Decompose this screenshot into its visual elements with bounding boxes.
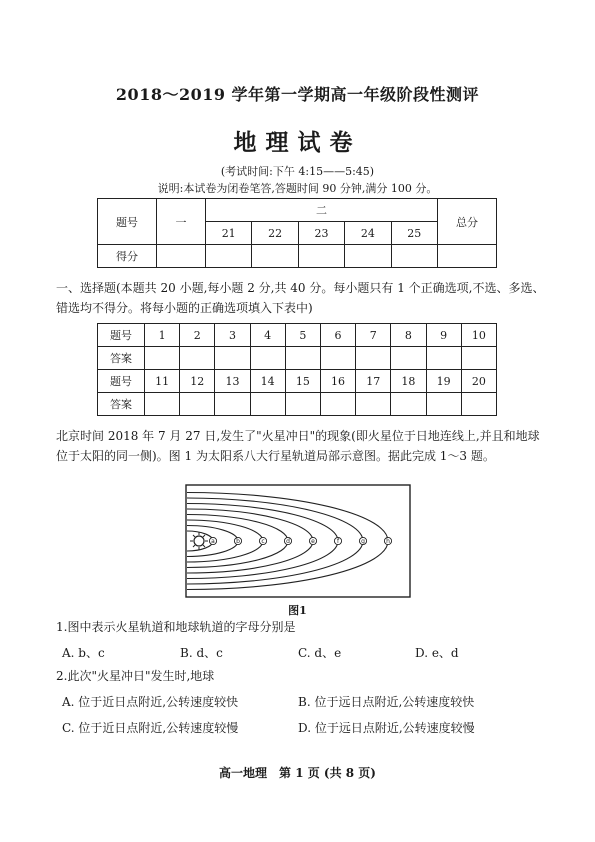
score-cell[interactable] <box>345 245 391 268</box>
answer-table-question-number: 16 <box>320 370 355 393</box>
question-2-stem: 2.此次"火星冲日"发生时,地球 <box>56 669 215 683</box>
sun-icon <box>190 532 208 550</box>
planet-label: c <box>261 538 265 546</box>
score-table-question-label: 题号 <box>98 199 157 245</box>
answer-table-question-number: 2 <box>180 324 215 347</box>
answer-cell[interactable] <box>145 393 180 416</box>
answer-table-question-number: 1 <box>145 324 180 347</box>
figure-caption: 图1 <box>288 604 307 617</box>
score-table-item: 22 <box>252 222 298 245</box>
answer-cell[interactable] <box>391 347 426 370</box>
answer-table-question-number: 3 <box>215 324 250 347</box>
answer-cell[interactable] <box>320 347 355 370</box>
planet-label: b <box>236 538 240 546</box>
exam-instructions: 说明:本试卷为闭卷笔答,答题时间 90 分钟,满分 100 分。 <box>157 182 438 195</box>
score-cell[interactable] <box>391 245 437 268</box>
exam-header-title: 2018～2019 学年第一学期高一年级阶段性测评 <box>115 85 480 104</box>
answer-cell[interactable] <box>285 347 320 370</box>
answer-cell[interactable] <box>356 393 391 416</box>
answer-table-question-number: 14 <box>250 370 285 393</box>
answer-table-question-number: 13 <box>215 370 250 393</box>
orbit-diagram <box>185 484 411 598</box>
score-table-item: 25 <box>391 222 437 245</box>
answer-table-question-label: 题号 <box>98 370 145 393</box>
score-cell[interactable] <box>252 245 298 268</box>
question-2-option-d[interactable]: D. 位于远日点附近,公转速度较慢 <box>298 721 475 735</box>
answer-table-question-label: 题号 <box>98 324 145 347</box>
score-cell[interactable] <box>438 245 497 268</box>
answer-cell[interactable] <box>145 347 180 370</box>
subject-title: 地理试卷 <box>233 129 362 156</box>
planet-label: h <box>386 538 390 546</box>
answer-table-question-number: 8 <box>391 324 426 347</box>
answer-table-question-number: 4 <box>250 324 285 347</box>
score-table-item: 24 <box>345 222 391 245</box>
answer-cell[interactable] <box>461 393 496 416</box>
answer-table-question-number: 6 <box>320 324 355 347</box>
planet-label: d <box>286 538 290 546</box>
score-cell[interactable] <box>298 245 344 268</box>
figure-frame <box>186 485 410 597</box>
answer-table-question-number: 17 <box>356 370 391 393</box>
answer-cell[interactable] <box>180 393 215 416</box>
score-table-item: 21 <box>206 222 252 245</box>
answer-cell[interactable] <box>391 393 426 416</box>
answer-table-question-number: 7 <box>356 324 391 347</box>
answer-table-question-number: 11 <box>145 370 180 393</box>
question-2-option-c[interactable]: C. 位于近日点附近,公转速度较慢 <box>62 721 239 735</box>
question-1-option-a[interactable]: A. b、c <box>62 646 105 660</box>
answer-cell[interactable] <box>180 347 215 370</box>
score-table-total: 总分 <box>438 199 497 245</box>
exam-time: (考试时间:下午 4:15——5:45) <box>220 165 375 178</box>
section-one-instructions: 一、选择题(本题共 20 小题,每小题 2 分,共 40 分。每小题只有 1 个正确选项,不选、多选、错选均不得分。将每小题的正确选项填入下表中) <box>56 281 545 315</box>
answer-table-question-number: 9 <box>426 324 461 347</box>
score-cell[interactable] <box>206 245 252 268</box>
answer-table-question-number: 20 <box>461 370 496 393</box>
answer-table <box>97 323 497 416</box>
score-table <box>97 198 497 268</box>
question-1-option-b[interactable]: B. d、c <box>180 646 223 660</box>
answer-table-question-number: 5 <box>285 324 320 347</box>
page-footer: 高一地理 第 1 页 (共 8 页) <box>219 766 376 780</box>
answer-cell[interactable] <box>215 393 250 416</box>
question-2-option-a[interactable]: A. 位于近日点附近,公转速度较快 <box>62 695 239 709</box>
planet-label: a <box>211 538 215 546</box>
answer-table-question-number: 12 <box>180 370 215 393</box>
answer-cell[interactable] <box>426 347 461 370</box>
question-1-option-c[interactable]: C. d、e <box>298 646 342 660</box>
answer-table-question-number: 18 <box>391 370 426 393</box>
planet-label: f <box>336 538 340 546</box>
question-2-option-b[interactable]: B. 位于远日点附近,公转速度较快 <box>298 695 475 709</box>
answer-table-answer-label: 答案 <box>98 393 145 416</box>
planet-label: e <box>311 538 315 546</box>
answer-table-question-number: 10 <box>461 324 496 347</box>
answer-cell[interactable] <box>250 393 285 416</box>
score-table-part-two: 二 <box>206 199 438 222</box>
reading-passage: 北京时间 2018 年 7 月 27 日,发生了"火星冲日"的现象(即火星位于日地连线上,并且和地球位于太阳的同一侧)。图 1 为太阳系八大行星轨道局部示意图。据此完成 1～3 题。 <box>56 429 540 463</box>
score-table-item: 23 <box>298 222 344 245</box>
question-1-option-d[interactable]: D. e、d <box>415 646 459 660</box>
planet-label: g <box>361 538 365 546</box>
answer-cell[interactable] <box>285 393 320 416</box>
answer-cell[interactable] <box>356 347 391 370</box>
answer-cell[interactable] <box>215 347 250 370</box>
answer-table-answer-label: 答案 <box>98 347 145 370</box>
answer-table-question-number: 19 <box>426 370 461 393</box>
answer-cell[interactable] <box>320 393 355 416</box>
score-table-score-label: 得分 <box>98 245 157 268</box>
score-cell[interactable] <box>157 245 206 268</box>
score-table-part-one: 一 <box>157 199 206 245</box>
answer-cell[interactable] <box>461 347 496 370</box>
answer-table-question-number: 15 <box>285 370 320 393</box>
question-1-stem: 1.图中表示火星轨道和地球轨道的字母分别是 <box>56 620 296 634</box>
answer-cell[interactable] <box>250 347 285 370</box>
answer-cell[interactable] <box>426 393 461 416</box>
